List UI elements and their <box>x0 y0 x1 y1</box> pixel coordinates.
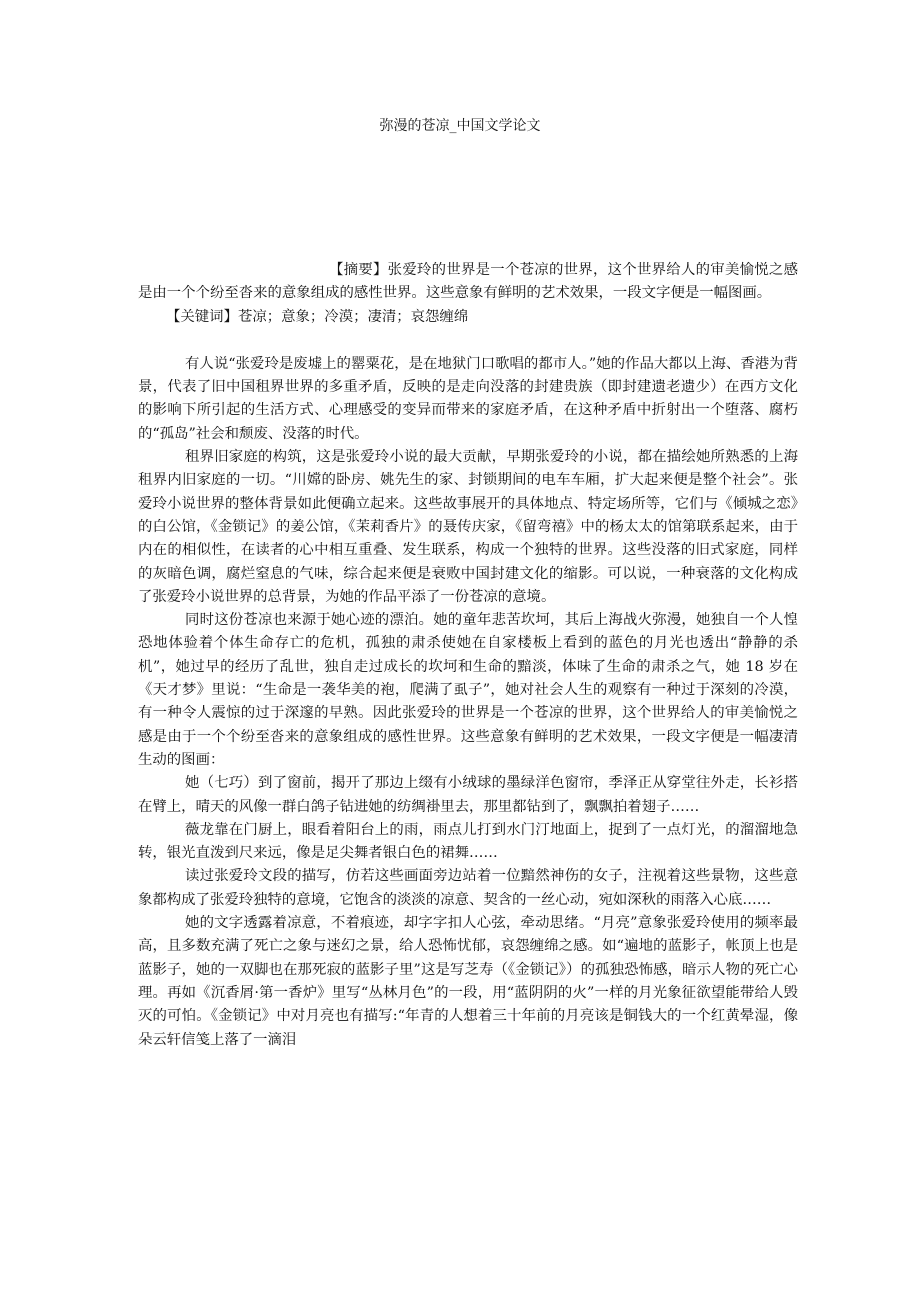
document-title: 弥漫的苍凉_中国文学论文 <box>379 118 541 134</box>
paragraph: 她的文字透露着凉意，不着痕迹，却字字扣人心弦，牵动思绪。“月亮”意象张爱玲使用的频率最高，且多数充满了死亡之象与迷幻之景，给人恐怖忧郁，哀怨缠绵之感。如“遍地的蓝影子，帐顶上也是蓝影子，她的一双脚也在那死寂的蓝影子里”这是写芝寿（《金锁记》）的孤独恐怖感，暗示人物的死亡心理。再如《沉香屑·第一香炉》里写“丛林月色”的一段，用“蓝阴阴的火”一样的月光象征欲望能带给人毁灭的可怕。《金锁记》中对月亮也有描写:“年青的人想着三十年前的月亮该是铜钱大的一个红黄晕湿，像朵云轩信笺上落了一滴泪 <box>138 915 798 1048</box>
abstract: 【摘要】张爱玲的世界是一个苍凉的世界，这个世界给人的审美愉悦之感是由一个个纷至沓来的意象组成的感性世界。这些意象有鲜明的艺术效果，一段文字便是一幅图画。 <box>138 262 798 302</box>
quote-paragraph: 薇龙靠在门厨上，眼看着阳台上的雨，雨点儿打到水门汀地面上，捉到了一点灯光，的溜溜地急转，银光直泼到尺来远，像是足尖舞者银白色的裙舞…… <box>138 821 798 862</box>
document-body <box>138 259 798 1052</box>
spacer <box>138 329 798 353</box>
paragraph: 有人说“张爱玲是废墟上的罂粟花，是在地狱门口歌唱的都市人。”她的作品大都以上海、香港为背景，代表了旧中国租界世界的多重矛盾，反映的是走向没落的封建贵族（即封建遗老遗少）在西方文化的影响下所引起的生活方式、心理感受的变异而带来的家庭矛盾，在这种矛盾中折射出一个堕落、腐朽的“孤岛”社会和颓废、没落的时代。 <box>138 355 798 442</box>
paragraph: 读过张爱玲文段的描写，仿若这些画面旁边站着一位黯然神伤的女子，注视着这些景物，这些意象都构成了张爱玲独特的意境，它饱含的淡淡的凉意、契含的一丝心动，宛如深秋的雨落入心底…… <box>138 868 798 908</box>
paragraph: 租界旧家庭的构筑，这是张爱玲小说的最大贡献，早期张爱玲的小说，都在描绘她所熟悉的上海租界内旧家庭的一切。“川嫦的卧房、姚先生的家、封锁期间的电车车厢，扩大起来便是整个社会”。张爱玲小说世界的整体背景如此便确立起来。这些故事展开的具体地点、特定场所等，它们与《倾城之恋》的白公馆，《金锁记》的姜公馆，《茉莉香片》的聂传庆家，《留弯禧》中的杨太太的馆第联系起来，由于内在的相似性，在读者的心中相互重叠、发生联系，构成一个独特的世界。这些没落的旧式家庭，同样的灰暗色调，腐烂窒息的气味，综合起来便是衰败中国封建文化的缩影。可以说，一种衰落的文化构成了张爱玲小说世界的总背景，为她的作品平添了一份苍凉的意境。 <box>138 449 798 605</box>
keywords: 【关键词】苍凉；意象；冷漠；凄清；哀怨缠绵 <box>166 308 469 325</box>
quote-paragraph: 她（七巧）到了窗前，揭开了那边上缀有小绒球的墨绿洋色窗帘，季泽正从穿堂往外走，长衫搭在臂上，晴天的风像一群白鸽子钻进她的纺绸褂里去，那里都钻到了，飘飘拍着翅子…… <box>138 775 798 815</box>
paragraph: 同时这份苍凉也来源于她心迹的漂泊。她的童年悲苦坎坷，其后上海战火弥漫，她独自一个人惶恐地体验着个体生命存亡的危机，孤独的肃杀使她在自家楼板上看到的蓝色的月光也透出“静静的杀机”，她过早的经历了乱世，独自走过成长的坎坷和生命的黯淡，体味了生命的肃杀之气，她 18 岁在《天才梦》里说：“生命是一袭华美的袍，爬满了虱子”，她对社会人生的观察有一种过于深刻的冷漠，有一种令人震惊的过于深邃的早熟。因此张爱玲的世界是一个苍凉的世界，这个世界给人的审美愉悦之感是由于一个个纷至沓来的意象组成的感性世界。这些意象有鲜明的艺术效果，一段文字便是一幅凄清生动的图画： <box>138 612 798 768</box>
